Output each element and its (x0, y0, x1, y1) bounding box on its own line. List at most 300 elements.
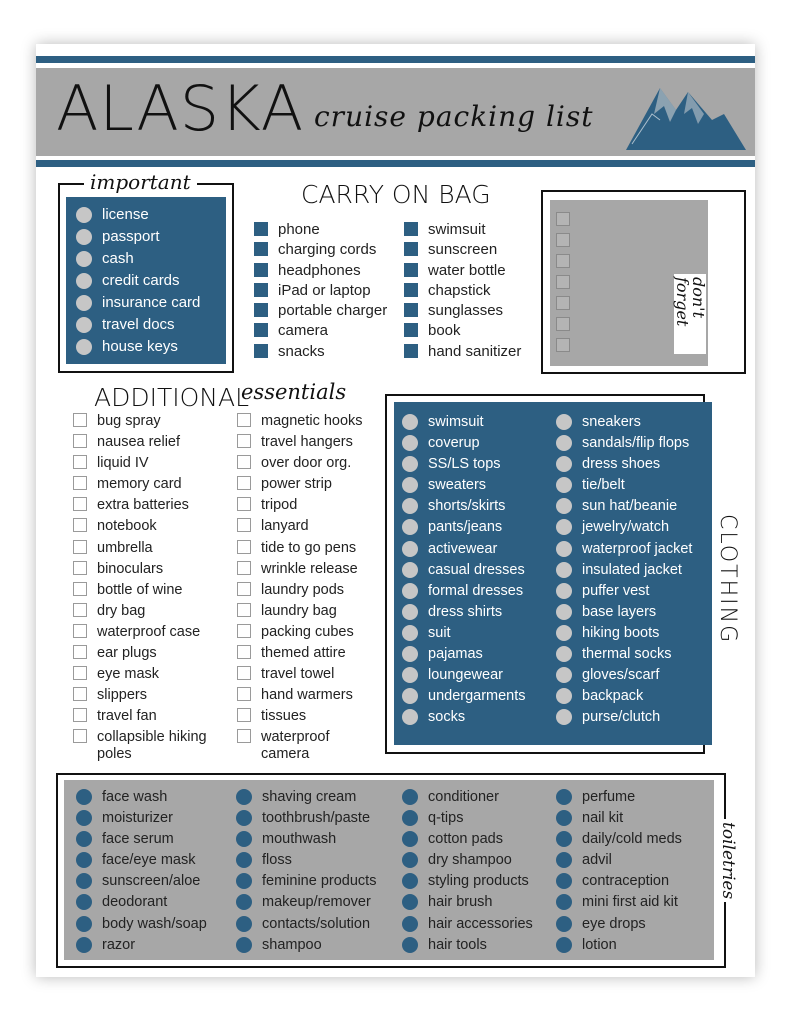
square-bullet-icon (404, 323, 418, 337)
checkbox-icon[interactable] (237, 687, 251, 701)
list-item (237, 645, 381, 666)
list-item-label: base layers (582, 603, 657, 620)
list-item (556, 831, 682, 852)
list-item (254, 242, 387, 262)
list-item-label: insulated jacket (582, 561, 682, 578)
list-item (76, 852, 207, 873)
list-item (404, 242, 521, 262)
checkbox-icon[interactable] (73, 518, 87, 532)
list-item-label: cotton pads (428, 831, 503, 848)
list-item (402, 688, 526, 709)
list-item-label: makeup/remover (262, 894, 371, 911)
clothing-panel (394, 402, 712, 745)
checkbox-icon[interactable] (237, 561, 251, 575)
list-item-label: advil (582, 852, 612, 869)
list-item (73, 645, 227, 666)
list-item (402, 789, 533, 810)
list-item-label: shaving cream (262, 789, 357, 805)
circle-bullet-icon (76, 207, 92, 223)
list-item-label: contacts/solution (262, 915, 371, 932)
checkbox-icon[interactable] (556, 233, 570, 247)
list-item (556, 789, 682, 810)
list-item (556, 498, 692, 519)
list-item (404, 263, 521, 283)
list-item-label: jewelry/watch (582, 519, 670, 536)
list-item-label: styling products (428, 873, 529, 890)
important-list (66, 197, 226, 361)
list-item (76, 317, 226, 339)
list-item-label: license (102, 206, 149, 223)
list-item-label: waterproof camera (261, 729, 330, 763)
checkbox-icon[interactable] (237, 645, 251, 659)
list-item-label: sunglasses (428, 302, 504, 320)
circle-bullet-icon (556, 894, 572, 910)
circle-bullet-icon (556, 646, 572, 662)
checkbox-icon[interactable] (556, 254, 570, 268)
square-bullet-icon (404, 303, 418, 317)
page-subtitle: cruise packing list (314, 100, 594, 133)
list-item (556, 541, 692, 562)
list-item-label: laundry pods (261, 581, 345, 598)
checkbox-icon[interactable] (73, 666, 87, 680)
important-label: important (84, 172, 197, 192)
list-item (556, 435, 692, 456)
circle-bullet-icon (402, 562, 418, 578)
circle-bullet-icon (402, 789, 418, 805)
list-item-label: socks (428, 709, 466, 726)
list-item (556, 894, 682, 915)
list-item (254, 222, 387, 242)
list-item-label: gloves/scarf (582, 667, 660, 684)
circle-bullet-icon (556, 498, 572, 514)
list-item (254, 344, 387, 364)
list-item-label: daily/cold meds (582, 831, 682, 848)
list-item (556, 873, 682, 894)
circle-bullet-icon (556, 414, 572, 430)
list-item-label: SS/LS tops (428, 456, 501, 473)
checkbox-icon[interactable] (237, 497, 251, 511)
list-item (402, 709, 526, 730)
list-item-label: face serum (102, 831, 174, 848)
list-item-label: thermal socks (582, 646, 672, 663)
square-bullet-icon (254, 263, 268, 277)
circle-bullet-icon (236, 831, 252, 847)
square-bullet-icon (404, 242, 418, 256)
dont-forget-label: don't forget (674, 274, 706, 354)
circle-bullet-icon (76, 317, 92, 333)
list-item (402, 831, 533, 852)
list-item-label: portable charger (278, 302, 388, 320)
list-item (402, 583, 526, 604)
list-item (556, 852, 682, 873)
circle-bullet-icon (556, 541, 572, 557)
list-item (402, 667, 526, 688)
list-item (73, 413, 227, 434)
list-item-label: q-tips (428, 810, 464, 827)
list-item-label: travel towel (261, 666, 335, 683)
toiletries-list-4 (556, 789, 682, 958)
list-item (76, 789, 207, 810)
list-item (236, 894, 376, 915)
list-item-label: lotion (582, 936, 617, 953)
list-item-label: moisturizer (102, 810, 173, 827)
carry-on-list-2 (404, 222, 521, 364)
list-item (237, 561, 381, 582)
list-item-label: travel fan (97, 708, 157, 725)
list-item-label: mouthwash (262, 831, 337, 848)
list-item-label: packing cubes (261, 623, 354, 640)
list-item-label: water bottle (428, 261, 506, 279)
list-item (402, 414, 526, 435)
list-item (404, 303, 521, 323)
checkbox-icon[interactable] (73, 687, 87, 701)
list-item (73, 476, 227, 497)
checkbox-icon[interactable] (73, 624, 87, 638)
list-item (402, 562, 526, 583)
circle-bullet-icon (402, 498, 418, 514)
list-item (556, 477, 692, 498)
list-item-label: contraception (582, 873, 670, 890)
list-item (254, 263, 387, 283)
list-item-label: phone (278, 221, 320, 238)
list-item-label: sneakers (582, 414, 641, 430)
list-item-label: sunscreen/aloe (102, 873, 201, 890)
list-item-label: sunscreen (428, 241, 498, 259)
checkbox-icon[interactable] (237, 413, 251, 427)
list-item-label: waterproof jacket (582, 540, 693, 557)
list-item (404, 283, 521, 303)
list-item-label: razor (102, 936, 136, 953)
checkbox-icon[interactable] (73, 497, 87, 511)
packing-list-sheet (36, 44, 755, 977)
list-item-label: nail kit (582, 810, 624, 827)
list-item-label: travel docs (102, 316, 175, 333)
checkbox-icon[interactable] (237, 729, 251, 743)
list-item (556, 937, 682, 958)
checkbox-icon[interactable] (73, 708, 87, 722)
list-item (556, 625, 692, 646)
list-item-label: liquid IV (97, 455, 149, 472)
list-item-label: sweaters (428, 477, 487, 494)
list-item (76, 810, 207, 831)
clothing-list-2 (556, 414, 692, 730)
toiletries-label: toiletries (719, 819, 736, 902)
list-item (556, 604, 692, 625)
list-item (402, 916, 533, 937)
list-item-label: headphones (278, 261, 361, 279)
list-item (556, 646, 692, 667)
circle-bullet-icon (402, 937, 418, 953)
list-item-label: laundry bag (261, 602, 337, 619)
list-item-label: tripod (261, 497, 298, 514)
circle-bullet-icon (76, 894, 92, 910)
list-item-label: perfume (582, 789, 636, 805)
list-item (73, 518, 227, 539)
circle-bullet-icon (556, 435, 572, 451)
list-item (237, 413, 381, 434)
list-item-label: snacks (278, 342, 325, 360)
header-top-stripe (36, 56, 755, 63)
square-bullet-icon (404, 263, 418, 277)
list-item (402, 810, 533, 831)
checkbox-icon[interactable] (73, 476, 87, 490)
square-bullet-icon (404, 344, 418, 358)
list-item (76, 831, 207, 852)
circle-bullet-icon (402, 604, 418, 620)
list-item (402, 477, 526, 498)
circle-bullet-icon (556, 810, 572, 826)
additional-title: ADDITIONAL (94, 383, 250, 412)
list-item-label: umbrella (97, 539, 153, 556)
checkbox-icon[interactable] (237, 455, 251, 469)
list-item-label: swimsuit (428, 414, 484, 430)
list-item-label: hiking boots (582, 624, 660, 641)
checkbox-icon[interactable] (556, 317, 570, 331)
checkbox-icon[interactable] (73, 729, 87, 743)
list-item (236, 852, 376, 873)
list-item (237, 729, 381, 763)
list-item-label: deodorant (102, 894, 168, 911)
circle-bullet-icon (556, 709, 572, 725)
list-item (236, 873, 376, 894)
important-panel (66, 197, 226, 364)
list-item (76, 894, 207, 915)
list-item (236, 810, 376, 831)
checkbox-icon[interactable] (556, 212, 570, 226)
list-item (237, 603, 381, 624)
toiletries-list-3 (402, 789, 533, 958)
list-item-label: face/eye mask (102, 852, 196, 869)
header-bottom-stripe (36, 160, 755, 167)
list-item (556, 667, 692, 688)
list-item-label: sun hat/beanie (582, 498, 678, 515)
clothing-label: CLOTHING (716, 510, 738, 648)
list-item (73, 497, 227, 518)
square-bullet-icon (254, 283, 268, 297)
list-item-label: feminine products (262, 873, 377, 890)
list-item-label: eye mask (97, 666, 160, 683)
checkbox-icon[interactable] (237, 540, 251, 554)
list-item-label: tie/belt (582, 477, 625, 494)
checkbox-icon[interactable] (237, 708, 251, 722)
circle-bullet-icon (402, 916, 418, 932)
square-bullet-icon (254, 323, 268, 337)
checkbox-icon[interactable] (237, 603, 251, 617)
checkbox-icon[interactable] (556, 296, 570, 310)
list-item-label: passport (102, 228, 160, 245)
list-item-label: suit (428, 624, 451, 641)
list-item (73, 455, 227, 476)
list-item-label: lanyard (261, 518, 309, 535)
list-item-label: book (428, 322, 461, 340)
list-item (237, 666, 381, 687)
checkbox-icon[interactable] (556, 275, 570, 289)
square-bullet-icon (404, 222, 418, 236)
checkbox-icon[interactable] (237, 624, 251, 638)
list-item (237, 582, 381, 603)
list-item (237, 455, 381, 476)
list-item (254, 283, 387, 303)
circle-bullet-icon (402, 709, 418, 725)
circle-bullet-icon (556, 937, 572, 953)
list-item (76, 937, 207, 958)
list-item (556, 583, 692, 604)
additional-list-2 (237, 413, 381, 763)
additional-list-1 (73, 413, 227, 763)
circle-bullet-icon (402, 894, 418, 910)
circle-bullet-icon (556, 916, 572, 932)
carry-on-list-1 (254, 222, 387, 364)
checkbox-icon[interactable] (237, 582, 251, 596)
list-item (556, 688, 692, 709)
list-item (73, 582, 227, 603)
list-item (237, 624, 381, 645)
list-item-label: shorts/skirts (428, 498, 506, 515)
list-item-label: purse/clutch (582, 709, 661, 726)
list-item-label: credit cards (102, 272, 180, 289)
list-item-label: bottle of wine (97, 581, 183, 598)
list-item-label: shampoo (262, 936, 322, 953)
circle-bullet-icon (76, 789, 92, 805)
list-item (556, 456, 692, 477)
checkbox-icon[interactable] (73, 603, 87, 617)
list-item (236, 789, 376, 810)
list-item-label: memory card (97, 476, 182, 493)
checkbox-icon[interactable] (73, 413, 87, 427)
circle-bullet-icon (236, 937, 252, 953)
list-item (402, 937, 533, 958)
list-item (236, 831, 376, 852)
list-item-label: insurance card (102, 294, 201, 311)
list-item (402, 541, 526, 562)
list-item-label: wrinkle release (261, 560, 358, 577)
list-item (73, 434, 227, 455)
toiletries-panel (64, 780, 714, 960)
list-item-label: extra batteries (97, 497, 189, 514)
circle-bullet-icon (402, 625, 418, 641)
circle-bullet-icon (402, 541, 418, 557)
list-item (254, 303, 387, 323)
list-item (237, 476, 381, 497)
list-item-label: dress shirts (428, 603, 503, 620)
list-item (76, 273, 226, 295)
square-bullet-icon (254, 222, 268, 236)
list-item-label: loungewear (428, 667, 503, 684)
checkbox-icon[interactable] (556, 338, 570, 352)
list-item-label: cash (102, 250, 134, 267)
circle-bullet-icon (402, 646, 418, 662)
list-item-label: iPad or laptop (278, 281, 371, 299)
list-item (237, 497, 381, 518)
circle-bullet-icon (402, 456, 418, 472)
clothing-list-1 (402, 414, 526, 730)
checkbox-icon[interactable] (73, 540, 87, 554)
list-item (556, 810, 682, 831)
circle-bullet-icon (402, 583, 418, 599)
list-item-label: body wash/soap (102, 915, 207, 932)
checkbox-icon[interactable] (237, 666, 251, 680)
circle-bullet-icon (236, 852, 252, 868)
list-item (556, 414, 692, 435)
list-item-label: undergarments (428, 688, 526, 705)
list-item-label: casual dresses (428, 561, 525, 578)
list-item (402, 456, 526, 477)
circle-bullet-icon (556, 831, 572, 847)
checkbox-icon[interactable] (73, 561, 87, 575)
list-item (404, 222, 521, 242)
list-item-label: waterproof case (97, 623, 201, 640)
list-item-label: hand warmers (261, 687, 353, 704)
circle-bullet-icon (236, 810, 252, 826)
square-bullet-icon (254, 303, 268, 317)
additional-script: essentials (241, 380, 347, 404)
checkbox-icon[interactable] (73, 645, 87, 659)
list-item (404, 344, 521, 364)
list-item-label: bug spray (97, 413, 161, 429)
circle-bullet-icon (556, 562, 572, 578)
list-item (237, 687, 381, 708)
circle-bullet-icon (402, 831, 418, 847)
checkbox-icon[interactable] (73, 434, 87, 448)
checkbox-icon[interactable] (73, 455, 87, 469)
circle-bullet-icon (402, 688, 418, 704)
checkbox-icon[interactable] (237, 476, 251, 490)
circle-bullet-icon (556, 688, 572, 704)
list-item-label: hair accessories (428, 915, 533, 932)
list-item-label: notebook (97, 518, 157, 535)
list-item-label: tissues (261, 708, 307, 725)
list-item (254, 323, 387, 343)
circle-bullet-icon (556, 625, 572, 641)
circle-bullet-icon (402, 667, 418, 683)
list-item (402, 519, 526, 540)
circle-bullet-icon (76, 339, 92, 355)
circle-bullet-icon (556, 456, 572, 472)
checkbox-icon[interactable] (237, 518, 251, 532)
circle-bullet-icon (402, 810, 418, 826)
list-item (73, 624, 227, 645)
list-item-label: tide to go pens (261, 539, 357, 556)
list-item-label: magnetic hooks (261, 413, 363, 429)
list-item-label: house keys (102, 338, 178, 355)
checkbox-icon[interactable] (237, 434, 251, 448)
list-item (236, 916, 376, 937)
list-item-label: power strip (261, 476, 332, 493)
list-item-label: dry bag (97, 602, 146, 619)
list-item-label: toothbrush/paste (262, 810, 371, 827)
list-item-label: nausea relief (97, 434, 181, 451)
checkbox-icon[interactable] (73, 582, 87, 596)
circle-bullet-icon (402, 477, 418, 493)
circle-bullet-icon (76, 916, 92, 932)
list-item-label: over door org. (261, 455, 352, 472)
list-item-label: slippers (97, 687, 147, 704)
list-item (237, 518, 381, 539)
circle-bullet-icon (76, 273, 92, 289)
list-item (76, 339, 226, 361)
circle-bullet-icon (76, 873, 92, 889)
list-item (236, 937, 376, 958)
list-item (402, 873, 533, 894)
list-item-label: pants/jeans (428, 519, 503, 536)
square-bullet-icon (254, 242, 268, 256)
circle-bullet-icon (236, 873, 252, 889)
list-item (237, 434, 381, 455)
list-item-label: face wash (102, 789, 168, 805)
list-item (556, 916, 682, 937)
list-item (73, 540, 227, 561)
list-item (76, 295, 226, 317)
